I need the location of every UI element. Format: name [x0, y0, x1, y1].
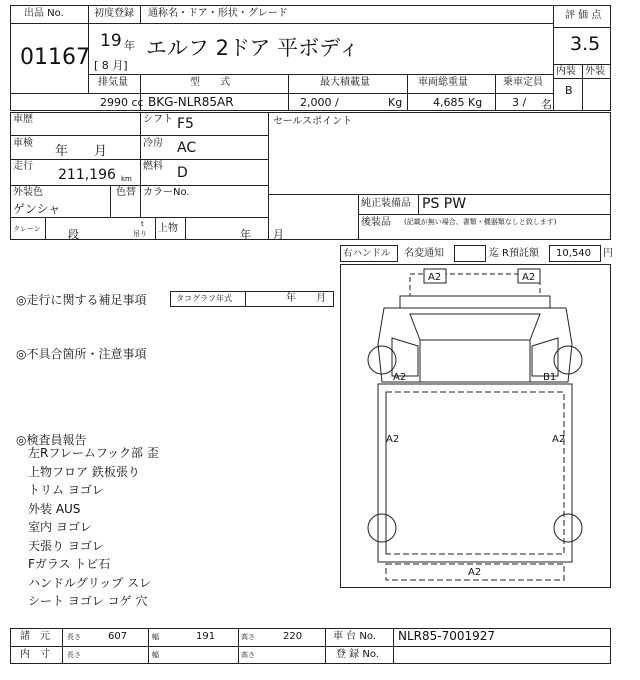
- damage-mark-front-left: A2: [428, 272, 442, 283]
- inspector-report-line: トリム ヨゴレ: [28, 483, 104, 497]
- history-label: 車歴: [13, 114, 33, 125]
- model-label: 型 式: [190, 77, 230, 88]
- width-value: 191: [196, 631, 216, 642]
- recycle-value: 10,540: [556, 248, 591, 259]
- crane-ton: 吊り: [133, 230, 147, 238]
- handle-value: 右ハンドル: [343, 248, 391, 259]
- color-change-label: 色替: [116, 187, 136, 198]
- capacity-value: 3 /: [512, 96, 527, 109]
- tacho-label: タコグラフ年式: [176, 294, 232, 303]
- inspector-report-line: 上物フロア 鉄板張り: [28, 464, 140, 479]
- mileage-value: 211,196: [58, 167, 116, 183]
- registration-label: 登 録 No.: [336, 649, 379, 660]
- load-label: 最大積載量: [320, 77, 370, 88]
- height-value: 220: [283, 631, 303, 642]
- truck-outline-svg: [340, 264, 611, 588]
- score-label: 評 価 点: [565, 10, 602, 21]
- recycle-label: R預託額: [502, 248, 539, 259]
- chassis-label: 車 台 No.: [333, 631, 376, 642]
- inspector-report-line: 室内 ヨゴレ: [28, 520, 92, 534]
- interior-score: B: [565, 84, 573, 97]
- name-label: 通称名・ドア・形状・グレード: [148, 8, 288, 19]
- inspector-heading: ◎検査員報告: [16, 433, 87, 447]
- crane-label: クレーン: [13, 225, 41, 233]
- damage-mark-rear: A2: [468, 567, 482, 578]
- deck-date: 年 月: [240, 228, 284, 241]
- inspector-report-line: 天張り ヨゴレ: [28, 538, 104, 553]
- crane-stage: 段: [68, 228, 79, 241]
- inner-height-label: 高さ: [241, 651, 255, 659]
- deck-label: 上物: [158, 223, 178, 234]
- name-change-label: 名変通知: [404, 248, 444, 259]
- inspection-value: 年 月: [55, 144, 108, 159]
- equipment-label: 純正装備品: [361, 198, 411, 209]
- reg-label: 初度登録: [94, 8, 134, 19]
- inspector-report-line: ハンドルグリップ スレ: [28, 575, 152, 590]
- length-label: 長さ: [67, 633, 81, 641]
- ac-label: 冷房: [143, 138, 163, 149]
- inspection-label: 車検: [13, 138, 33, 149]
- supplement-heading: ◎走行に関する補足事項: [16, 293, 147, 307]
- inner-length-label: 長さ: [67, 651, 81, 659]
- deadline-label: 迄: [489, 248, 499, 259]
- name-change-box: [454, 245, 486, 262]
- mileage-label: 走行: [13, 161, 33, 172]
- lot-number: 01167: [20, 45, 90, 70]
- damage-mark-left-cab: A2: [393, 372, 407, 383]
- inspector-report-list: [28, 444, 159, 611]
- damage-mark-right-side: A2: [552, 434, 566, 445]
- damage-mark-left-side: A2: [386, 434, 400, 445]
- inspector-report-line: 外装 AUS: [28, 501, 81, 516]
- color-code-label: カラーNo.: [143, 187, 190, 198]
- reg-year: 19: [100, 31, 122, 51]
- fuel-value: D: [177, 165, 188, 181]
- color-label: 外装色: [13, 187, 43, 198]
- spec-label: 諸 元: [20, 631, 50, 642]
- chassis-value: NLR85-7001927: [398, 629, 496, 643]
- reg-month: [ 8 月]: [94, 59, 128, 72]
- equipment-value: PS PW: [422, 196, 467, 212]
- damage-mark-front-right: A2: [522, 272, 536, 283]
- aftermarket-label: 後装品: [361, 217, 391, 228]
- capacity-label: 乗車定員: [503, 77, 543, 88]
- crane-ton-top: t: [141, 220, 144, 228]
- shift-value: F5: [177, 116, 194, 132]
- interior-label: 内装: [556, 66, 576, 77]
- sales-point-label: セールスポイント: [273, 116, 353, 127]
- color-value: ゲンシャ: [13, 202, 61, 216]
- aftermarket-note: (記載が無い場合、書類・機器類なしと致します): [404, 218, 557, 226]
- ac-value: AC: [177, 140, 197, 156]
- defects-heading: ◎不具合箇所・注意事項: [16, 347, 147, 361]
- fuel-label: 燃料: [143, 161, 163, 172]
- mileage-unit: km: [121, 175, 132, 183]
- inspector-report-line: 左Rフレームフック部 歪: [28, 446, 159, 460]
- weight-label: 車両総重量: [418, 77, 468, 88]
- capacity-unit: 名: [541, 98, 552, 111]
- shift-label: シフト: [143, 114, 173, 125]
- lot-label: 出品 No.: [24, 8, 64, 19]
- recycle-unit: 円: [603, 248, 613, 259]
- displacement-value: 2990 cc: [100, 96, 144, 109]
- car-name: エルフ 2ドア 平ボディ: [146, 36, 360, 60]
- inner-size-label: 内 寸: [20, 649, 50, 660]
- load-unit: Kg: [388, 96, 403, 109]
- inspector-report-line: Fガラス トビ石: [28, 557, 111, 571]
- exterior-label: 外装: [585, 66, 605, 77]
- height-label: 高さ: [241, 633, 255, 641]
- displacement-label: 排気量: [98, 77, 128, 88]
- damage-mark-right-cab: B1: [543, 372, 557, 383]
- inspector-report-line: シート ヨゴレ コゲ 穴: [28, 594, 148, 608]
- reg-year-unit: 年: [124, 39, 135, 52]
- tacho-value: 年 月: [286, 293, 326, 304]
- length-value: 607: [108, 631, 128, 642]
- width-label: 幅: [152, 633, 159, 641]
- damage-diagram: [340, 264, 611, 588]
- model-value: BKG-NLR85AR: [148, 95, 234, 109]
- inner-width-label: 幅: [152, 651, 159, 659]
- weight-value: 4,685 Kg: [433, 96, 483, 109]
- overall-score: 3.5: [570, 33, 601, 55]
- load-value: 2,000 /: [300, 96, 339, 109]
